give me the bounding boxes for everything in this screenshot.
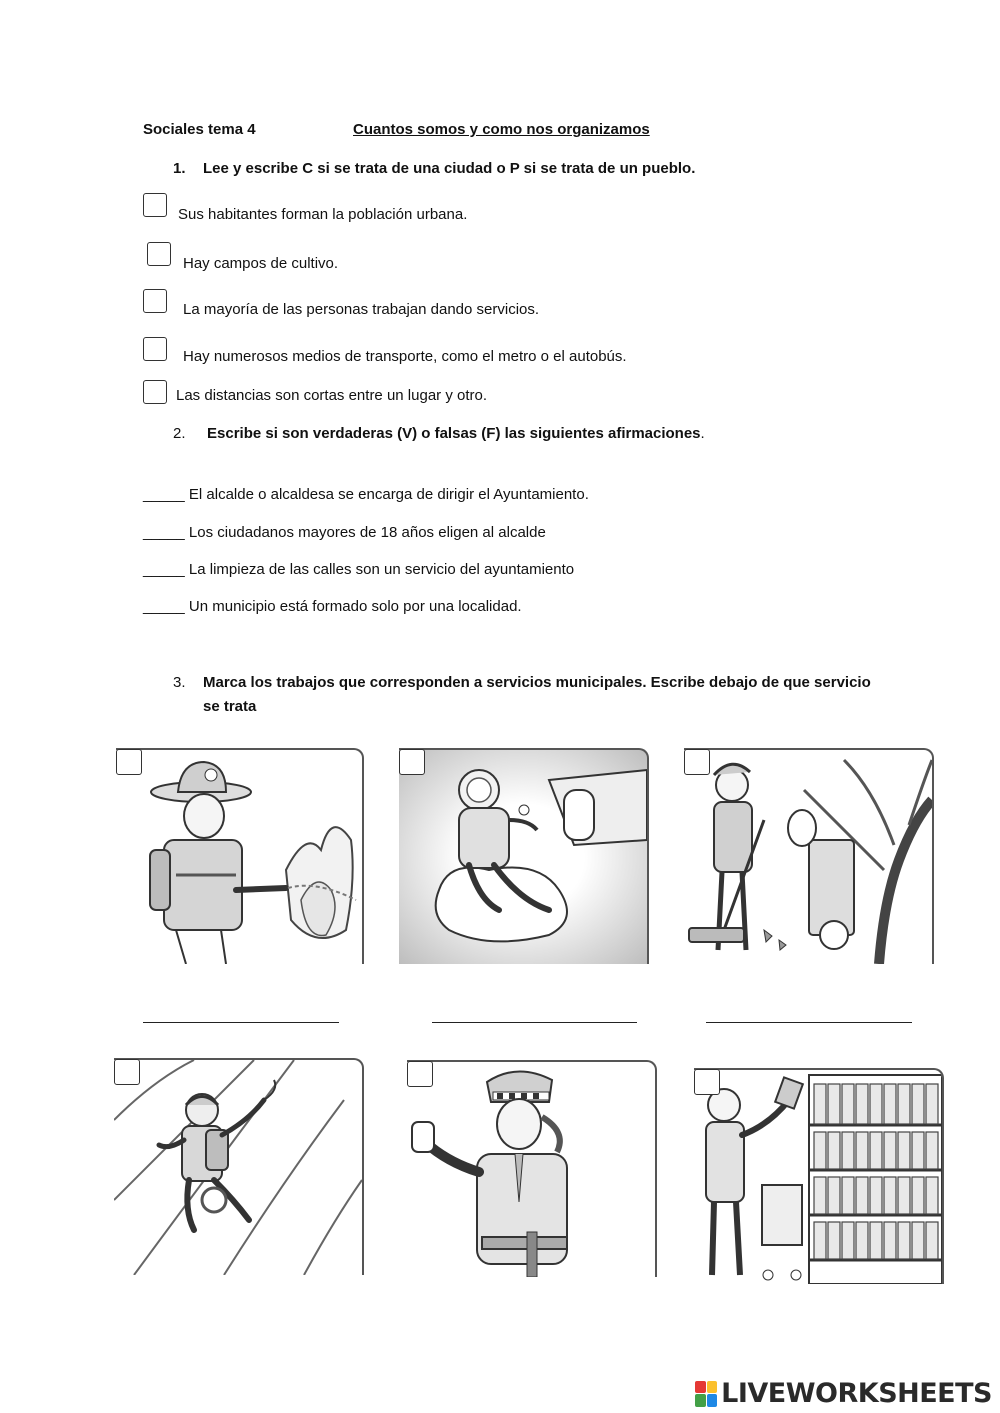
answer-checkbox-1[interactable] bbox=[143, 193, 167, 217]
section1-instruction: Lee y escribe C si se trata de una ciudad o P si se trata de un pueblo. bbox=[203, 160, 696, 177]
answer-line-street-sweeper[interactable] bbox=[706, 1022, 912, 1023]
statement-1: Sus habitantes forman la población urbana. bbox=[178, 206, 468, 223]
logo-text: LIVEWORKSHEETS bbox=[721, 1378, 992, 1409]
tf-row-1 bbox=[143, 486, 589, 503]
tf-row-3 bbox=[143, 561, 574, 578]
answer-checkbox-3[interactable] bbox=[143, 289, 167, 313]
climber-illustration bbox=[114, 1060, 362, 1275]
answer-line-firefighter[interactable] bbox=[143, 1022, 339, 1023]
image-firefighter bbox=[116, 748, 364, 964]
liveworksheets-logo bbox=[695, 1378, 992, 1409]
tf-statement-1: El alcalde o alcaldesa se encarga de dirigir el Ayuntamiento. bbox=[188, 486, 589, 503]
statement-2: Hay campos de cultivo. bbox=[183, 255, 339, 272]
section3-instruction-line1: Marca los trabajos que corresponden a servicios municipales. Escribe debajo de que servicio bbox=[203, 674, 871, 691]
tf-row-4 bbox=[143, 598, 522, 615]
section1-number: 1. bbox=[173, 160, 186, 177]
answer-checkbox-5[interactable] bbox=[143, 380, 167, 404]
image-checkbox-police-officer[interactable] bbox=[407, 1061, 433, 1087]
image-checkbox-firefighter[interactable] bbox=[116, 749, 142, 775]
tf-blank-4[interactable]: _____ bbox=[143, 598, 185, 615]
tf-statement-4: Un municipio está formado solo por una localidad. bbox=[188, 598, 522, 615]
section3-number: 3. bbox=[173, 674, 186, 691]
section3-instruction-line2: se trata bbox=[203, 698, 257, 715]
section2-instruction-wrap bbox=[207, 425, 705, 442]
logo-badge-icon bbox=[695, 1381, 717, 1407]
firefighter-illustration bbox=[116, 750, 362, 964]
image-checkbox-astronaut[interactable] bbox=[399, 749, 425, 775]
librarian-illustration bbox=[694, 1070, 942, 1284]
section2-number: 2. bbox=[173, 425, 186, 442]
image-astronaut bbox=[399, 748, 649, 964]
tf-blank-3[interactable]: _____ bbox=[143, 561, 185, 578]
tf-statement-2: Los ciudadanos mayores de 18 años eligen al alcalde bbox=[188, 524, 546, 541]
statement-3: La mayoría de las personas trabajan dando servicios. bbox=[183, 301, 540, 318]
image-checkbox-climber[interactable] bbox=[114, 1059, 140, 1085]
police-officer-illustration bbox=[407, 1062, 655, 1277]
section2-instruction-end: . bbox=[700, 425, 705, 442]
image-librarian bbox=[694, 1068, 944, 1284]
answer-checkbox-2[interactable] bbox=[147, 242, 171, 266]
section2-instruction: Escribe si son verdaderas (V) o falsas (F) las siguientes afirmaciones bbox=[207, 425, 701, 442]
tf-blank-2[interactable]: _____ bbox=[143, 524, 185, 541]
subject-label: Sociales tema 4 bbox=[143, 121, 256, 138]
street-sweeper-illustration bbox=[684, 750, 932, 964]
statement-4: Hay numerosos medios de transporte, como el metro o el autobús. bbox=[183, 348, 627, 365]
image-climber bbox=[114, 1058, 364, 1275]
answer-line-astronaut[interactable] bbox=[432, 1022, 637, 1023]
answer-checkbox-4[interactable] bbox=[143, 337, 167, 361]
image-police-officer bbox=[407, 1060, 657, 1277]
image-street-sweeper bbox=[684, 748, 934, 964]
tf-statement-3: La limpieza de las calles son un servicio del ayuntamiento bbox=[188, 561, 575, 578]
page-title: Cuantos somos y como nos organizamos bbox=[353, 121, 650, 138]
tf-row-2 bbox=[143, 524, 546, 541]
image-checkbox-street-sweeper[interactable] bbox=[684, 749, 710, 775]
tf-blank-1[interactable]: _____ bbox=[143, 486, 185, 503]
astronaut-illustration bbox=[399, 750, 647, 964]
statement-5: Las distancias son cortas entre un lugar y otro. bbox=[176, 387, 488, 404]
image-checkbox-librarian[interactable] bbox=[694, 1069, 720, 1095]
